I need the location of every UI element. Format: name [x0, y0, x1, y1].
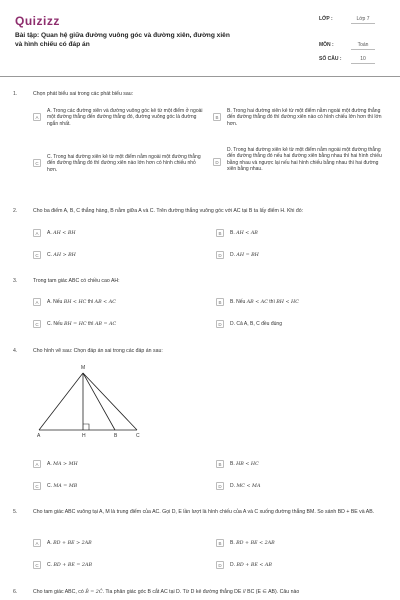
option-c[interactable]	[33, 153, 213, 183]
question-3	[13, 278, 389, 338]
option-c[interactable]	[33, 482, 203, 492]
segment-ma	[39, 373, 83, 430]
option-letter-box: D	[213, 158, 221, 166]
option-label: B.	[230, 539, 235, 546]
option-label: D.	[230, 482, 235, 489]
option-mid: thì	[87, 298, 94, 305]
label-h: H	[82, 433, 86, 439]
option-b[interactable]	[216, 298, 386, 308]
option-b[interactable]	[216, 229, 386, 239]
label-m: M	[81, 365, 86, 371]
option-text	[230, 562, 272, 570]
option-label: B.	[230, 229, 235, 236]
option-label: A.	[47, 460, 52, 467]
meta-count	[319, 54, 387, 68]
question-text: Cho hình vẽ sau: Chọn đáp án sai trong các đáp án sau:	[33, 348, 163, 354]
question-6	[13, 589, 389, 599]
option-text	[47, 562, 92, 570]
option-letter-box: A	[33, 539, 41, 547]
option-letter-box: C	[33, 159, 41, 167]
option-math-2: BH < HC	[276, 299, 299, 305]
option-math: BD + BE > 2AB	[53, 540, 92, 546]
option-b[interactable]	[216, 539, 386, 549]
option-math: BD + BE < 2AB	[236, 540, 275, 546]
option-letter-box: A	[33, 460, 41, 468]
question-text	[33, 589, 385, 596]
header-divider	[0, 76, 400, 77]
option-text	[47, 230, 76, 238]
question-text-pre: Cho tam giác ABC, có	[33, 589, 84, 595]
option-letter-box: A	[33, 113, 41, 121]
option-math: BH = HC	[63, 321, 87, 327]
option-label: C. Nếu	[47, 320, 63, 327]
option-c[interactable]	[33, 251, 203, 261]
question-number: 3.	[13, 278, 18, 284]
option-d[interactable]	[216, 561, 386, 571]
option-math: BH < HC	[63, 299, 87, 305]
option-label: D.	[230, 561, 235, 568]
option-text	[230, 461, 259, 469]
option-math-2: AB = AC	[94, 321, 117, 327]
option-a[interactable]	[33, 107, 213, 137]
option-text: D. Cả A, B, C đều đúng	[230, 320, 282, 327]
option-label: D.	[230, 251, 235, 258]
question-text-math: B̂ = 2Ĉ	[85, 590, 103, 595]
option-letter-box: C	[33, 320, 41, 328]
label-b: B	[114, 433, 118, 439]
option-label: C.	[47, 251, 52, 258]
option-letter-box: A	[33, 298, 41, 306]
triangle-diagram	[37, 365, 147, 443]
meta-subject	[319, 40, 387, 54]
meta-class-label: LỚP :	[319, 16, 333, 22]
option-label: C.	[47, 482, 52, 489]
option-text	[47, 321, 116, 329]
option-text: D. Trong hai đường xiên kẻ từ một điểm nằm ngoài một đường thẳng đến đường thẳng đó nếu hai đường xiên bằng nhau thì hai hình chiếu bằng nhau và ngược lại nếu hai hình chiếu bằng nhau thì hai đường xiên bằng nhau.	[227, 146, 382, 173]
triangle-figure	[37, 365, 147, 443]
question-5	[13, 509, 389, 577]
meta-class	[319, 14, 387, 40]
question-1	[13, 91, 389, 201]
option-text	[47, 299, 116, 307]
question-number: 5.	[13, 509, 18, 515]
option-a[interactable]	[33, 229, 203, 239]
option-letter-box: B	[216, 460, 224, 468]
label-a: A	[37, 433, 41, 439]
quizizz-logo: Quizizz	[15, 14, 60, 28]
option-letter-box: D	[216, 482, 224, 490]
option-text	[230, 540, 275, 548]
worksheet-header	[15, 10, 387, 70]
question-text-post: . Tia phân giác góc B cắt AC tại D. Từ D kẻ đường thẳng DE // BC (E ∈ AB). Câu nào	[102, 589, 300, 595]
option-letter-box: B	[213, 113, 221, 121]
option-math-2: AB < AC	[94, 299, 116, 305]
option-math: AH < BH	[53, 230, 76, 236]
option-text	[230, 230, 258, 238]
option-math: MC < MA	[236, 483, 261, 489]
right-angle-mark	[83, 424, 89, 430]
meta-count-value: 10	[351, 56, 375, 64]
option-d[interactable]	[216, 482, 386, 492]
option-a[interactable]	[33, 460, 203, 470]
option-mid: thì	[269, 298, 275, 305]
option-label: B. Nếu	[230, 298, 246, 305]
question-text: Cho tam giác ABC vuông tại A, M là trung điểm của AC. Gọi D, E lần lượt là hình chiếu của A và C xuống đường thẳng BM. So sánh BD + BE và AB.	[33, 509, 375, 515]
meta-count-label: SỐ CÂU :	[319, 56, 342, 62]
option-letter-box: C	[33, 561, 41, 569]
option-text: B. Trong hai đường xiên kẻ từ một điểm nằm ngoài một đường thẳng đến đường thẳng đó thì đường xiên nào có hình chiếu lớn hơn thì lớn hơn.	[227, 107, 382, 127]
option-a[interactable]	[33, 298, 203, 308]
meta-class-value: Lớp 7	[351, 16, 375, 24]
option-math: AH < AB	[236, 230, 258, 236]
option-a[interactable]	[33, 539, 203, 549]
option-math: AB < AC	[246, 299, 268, 305]
meta-subject-value: Toán	[351, 42, 375, 50]
option-letter-box: B	[216, 298, 224, 306]
option-label: C.	[47, 561, 52, 568]
option-math: BD + BE = 2AB	[53, 562, 92, 568]
worksheet-title: Bài tập: Quan hệ giữa đường vuông góc và đường xiên, đường xiên và hình chiếu có đáp án	[15, 32, 230, 48]
option-letter-box: D	[216, 320, 224, 328]
option-b[interactable]	[216, 460, 386, 470]
option-c[interactable]	[33, 320, 203, 330]
option-d[interactable]	[213, 146, 389, 190]
option-text	[230, 483, 260, 491]
option-math: BD + BE < AB	[236, 562, 272, 568]
option-letter-box: A	[33, 229, 41, 237]
option-text	[230, 299, 299, 307]
label-c: C	[136, 433, 140, 439]
option-text: A. Trong các đường xiên và đường vuông góc kẻ từ một điểm ở ngoài một đường thẳng đến đường thẳng đó, đường vuông góc là đường ngắn nhất.	[47, 107, 203, 127]
option-label: B.	[230, 460, 235, 467]
option-letter-box: B	[216, 539, 224, 547]
option-text	[47, 483, 77, 491]
question-number: 6.	[13, 589, 18, 595]
question-number: 2.	[13, 208, 18, 214]
option-text	[47, 252, 76, 260]
option-label: A.	[47, 539, 52, 546]
meta-panel	[319, 14, 387, 68]
option-mid: thì	[87, 320, 94, 327]
option-text	[47, 461, 78, 469]
question-text: Chọn phát biểu sai trong các phát biểu sau:	[33, 91, 134, 97]
option-d[interactable]	[216, 320, 386, 330]
option-math: AH = BH	[236, 252, 259, 258]
option-text	[230, 252, 259, 260]
question-number: 4.	[13, 348, 18, 354]
option-d[interactable]	[216, 251, 386, 261]
meta-subject-label: MÔN :	[319, 42, 334, 48]
question-2	[13, 208, 389, 268]
question-text: Cho ba điểm A, B, C thẳng hàng, B nằm giữa A và C. Trên đường thẳng vuông góc với AC tại B ta lấy điểm H. Khi đó:	[33, 208, 304, 214]
option-math: MA > MH	[53, 461, 78, 467]
option-math: MA = MB	[53, 483, 78, 489]
option-letter-box: D	[216, 561, 224, 569]
option-math: HB < HC	[236, 461, 259, 467]
option-label: A.	[47, 229, 52, 236]
question-number: 1.	[13, 91, 18, 97]
option-math: AH > BH	[53, 252, 76, 258]
option-c[interactable]	[33, 561, 203, 571]
option-label: A. Nếu	[47, 298, 63, 305]
option-text: C. Trong hai đường xiên kẻ từ một điểm nằm ngoài một đường thẳng đến đường thẳng đó thì đường xiên nào lớn hơn có hình chiếu nhỏ hơn.	[47, 153, 201, 173]
option-letter-box: C	[33, 251, 41, 259]
option-letter-box: B	[216, 229, 224, 237]
option-letter-box: D	[216, 251, 224, 259]
question-text: Trong tam giác ABC có chiều cao AH:	[33, 278, 120, 284]
option-text	[47, 540, 92, 548]
option-b[interactable]	[213, 107, 389, 137]
option-letter-box: C	[33, 482, 41, 490]
